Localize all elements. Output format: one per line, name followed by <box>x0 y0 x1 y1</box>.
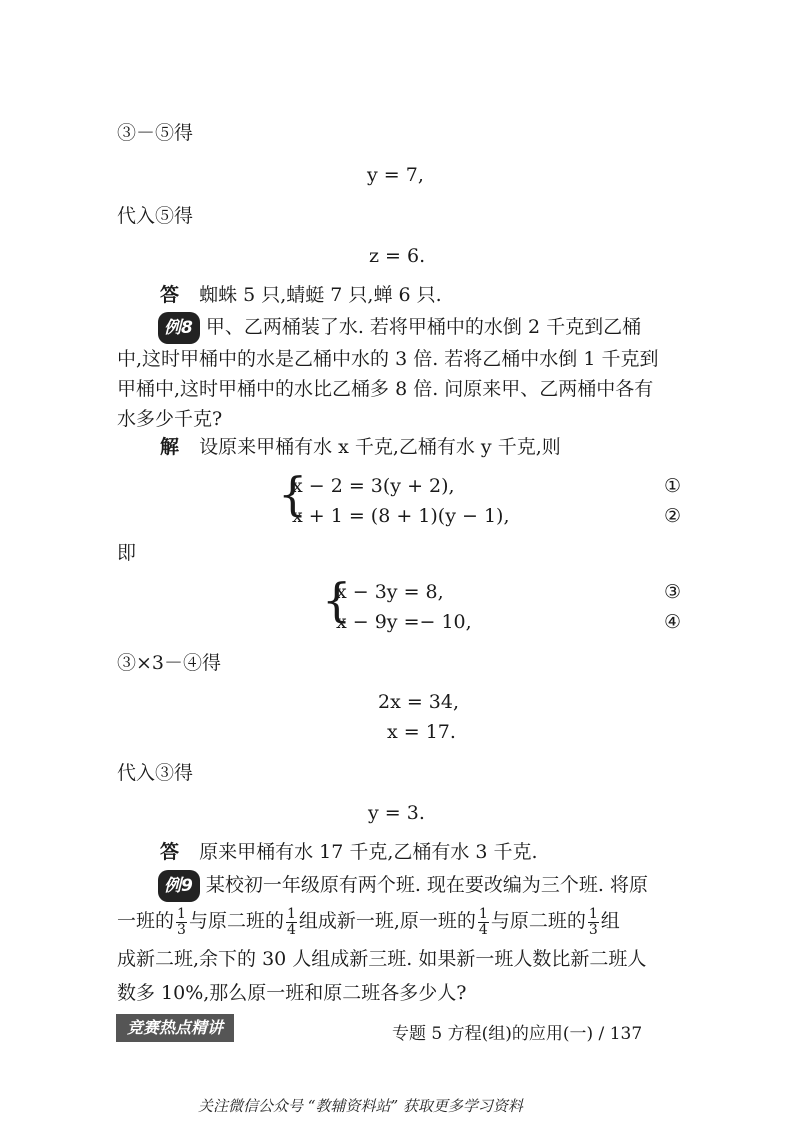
example-text: 某校初一年级原有两个班. 现在要改编为三个班. 将原 <box>205 874 649 896</box>
text-span: 与原二班的 <box>490 910 586 932</box>
equation: 2x = 34, <box>378 691 460 713</box>
denominator: 3 <box>588 921 598 938</box>
step-text: ③×3－④得 <box>117 652 222 674</box>
example-text: 数多 10%,那么原一班和原二班各多少人? <box>117 982 467 1004</box>
answer-line <box>160 286 442 305</box>
answer-label: 答 <box>160 841 180 863</box>
fraction <box>588 907 599 938</box>
equation: z = 6. <box>369 245 426 267</box>
text-span: 组成新一班,原一班的 <box>298 910 476 932</box>
example-text <box>117 902 695 940</box>
equation: x − 3y = 8, <box>336 581 444 603</box>
numerator: 1 <box>177 905 186 922</box>
equation-number: ② <box>664 505 682 527</box>
answer-line <box>160 843 538 862</box>
numerator: 1 <box>588 905 598 922</box>
text-span: 与原二班的 <box>188 910 284 932</box>
text-span: 组 <box>600 910 620 932</box>
equation-number: ④ <box>664 611 682 633</box>
example-text: 水多少千克? <box>117 408 223 430</box>
equation-number: ① <box>664 475 682 497</box>
step-text: 即 <box>117 542 137 564</box>
step-text: 代入⑤得 <box>117 205 194 227</box>
equation: x − 9y =− 10, <box>336 611 472 633</box>
equation-number: ③ <box>664 581 682 603</box>
example-text: 甲桶中,这时甲桶中的水比乙桶多 8 倍. 问原来甲、乙两桶中各有 <box>117 378 654 400</box>
solution-text: 设原来甲桶有水 x 千克,乙桶有水 y 千克,则 <box>199 436 561 458</box>
system-brace: { <box>278 467 308 521</box>
step-text: ③－⑤得 <box>117 122 194 144</box>
system-brace: { <box>322 573 352 627</box>
fraction <box>176 907 187 938</box>
solution-label: 解 <box>160 436 180 458</box>
equation: x + 1 = (8 + 1)(y − 1), <box>292 505 510 527</box>
footer-page-info: 专题 5 方程(组)的应用(一) / 137 <box>392 1024 643 1044</box>
equation: x = 17. <box>387 721 456 743</box>
example-9 <box>117 870 695 1008</box>
equation: y = 3. <box>368 802 425 824</box>
watermark-text: 关注微信公众号 “教辅资料站” 获取更多学习资料 <box>198 1097 523 1115</box>
equation: y = 7, <box>367 164 424 186</box>
numerator: 1 <box>478 905 488 922</box>
denominator: 4 <box>286 921 296 938</box>
footer-series-label: 竞赛热点精讲 <box>116 1014 234 1042</box>
text-span: 一班的 <box>117 910 175 932</box>
fraction <box>286 907 297 938</box>
equation: x − 2 = 3(y + 2), <box>292 475 455 497</box>
numerator: 1 <box>286 905 296 922</box>
example-text: 中,这时甲桶中的水是乙桶中水的 3 倍. 若将乙桶中水倒 1 千克到 <box>117 348 659 370</box>
denominator: 4 <box>478 921 488 938</box>
step-text: 代入③得 <box>117 762 194 784</box>
answer-text: 蜘蛛 5 只,蜻蜓 7 只,蝉 6 只. <box>199 284 442 306</box>
fraction <box>478 907 489 938</box>
denominator: 3 <box>177 921 186 938</box>
example-badge: 例9 <box>158 870 200 902</box>
solution-line <box>160 438 561 457</box>
answer-label: 答 <box>160 284 180 306</box>
example-text: 甲、乙两桶装了水. 若将甲桶中的水倒 2 千克到乙桶 <box>205 316 642 338</box>
example-badge: 例8 <box>158 312 200 344</box>
example-text: 成新二班,余下的 30 人组成新三班. 如果新一班人数比新二班人 <box>117 948 647 970</box>
answer-text: 原来甲桶有水 17 千克,乙桶有水 3 千克. <box>199 841 538 863</box>
example-8 <box>117 312 695 434</box>
